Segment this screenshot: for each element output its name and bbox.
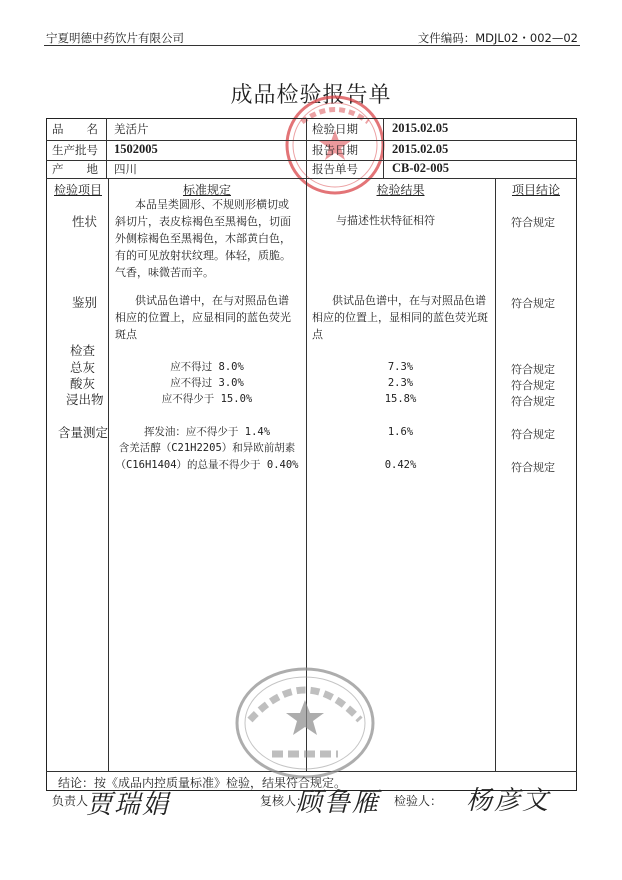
header-rule xyxy=(44,45,580,46)
col-divider xyxy=(383,118,384,178)
text-line: 相应的位置上，显相同的蓝色荧光斑 xyxy=(312,311,488,324)
inspector-label: 检验人： xyxy=(394,794,443,808)
product-value: 羌活片 xyxy=(114,122,149,136)
conclusion-extract: 符合规定 xyxy=(511,395,555,408)
batch-value: 1502005 xyxy=(114,142,158,156)
col-divider xyxy=(108,178,109,771)
result-appearance: 与描述性状特征相符 xyxy=(336,214,435,227)
row-divider xyxy=(46,140,577,141)
standard-total-ash: 应不得过 8.0% xyxy=(170,361,244,373)
conclusion-assay-total: 符合规定 xyxy=(511,461,555,474)
item-identification: 鉴别 xyxy=(72,295,98,310)
text-line: 斑点 xyxy=(115,328,137,341)
result-assay-oil: 1.6% xyxy=(387,426,414,438)
document-code: 文件编码：MDJL02・002—02 xyxy=(417,31,578,45)
col-divider xyxy=(106,118,107,178)
quality-seal-icon xyxy=(232,664,378,782)
report-conclusion: 结论：按《成品内控质量标准》检验，结果符合规定。 xyxy=(58,776,347,790)
col-head-result: 检验结果 xyxy=(376,183,425,197)
origin-value: 四川 xyxy=(114,162,137,176)
standard-assay-notopterol: 含羌活醇（C21H2205）和异欧前胡素 xyxy=(118,442,296,454)
text-line: 相应的位置上，应显相同的蓝色荧光 xyxy=(115,311,291,324)
item-assay: 含量测定 xyxy=(58,425,109,440)
report-date-label: 报告日期 xyxy=(312,143,358,157)
page-title: 成品检验报告单 xyxy=(230,83,392,108)
inspect-date-label: 检验日期 xyxy=(312,122,358,136)
reviewer-signature: 顾鲁雁 xyxy=(296,788,381,818)
text-line: 外侧棕褐色至黑褐色，木部黄白色， xyxy=(115,232,291,245)
item-check: 检查 xyxy=(70,343,96,358)
item-appearance: 性状 xyxy=(72,214,98,229)
inspect-date-value: 2015.02.05 xyxy=(392,121,449,135)
col-divider xyxy=(495,178,496,771)
standard-acid-ash: 应不得过 3.0% xyxy=(170,377,244,389)
standard-identification xyxy=(115,292,305,343)
col-head-conclusion: 项目结论 xyxy=(511,183,560,197)
report-no-label: 报告单号 xyxy=(312,162,358,176)
conclusion-identification: 符合规定 xyxy=(511,297,555,310)
text-line: 本品呈类圆形、不规则形横切或 xyxy=(135,198,289,211)
result-extract: 15.8% xyxy=(384,393,417,405)
product-label: 品 名 xyxy=(52,122,98,136)
result-assay-total: 0.42% xyxy=(384,459,417,471)
origin-label: 产 地 xyxy=(52,162,98,176)
conclusion-total-ash: 符合规定 xyxy=(511,363,555,376)
col-divider xyxy=(306,118,307,178)
report-date-value: 2015.02.05 xyxy=(392,142,449,156)
conclusion-appearance: 符合规定 xyxy=(511,216,555,229)
responsible-label: 负责人 xyxy=(52,794,89,808)
inspector-signature: 杨彦文 xyxy=(466,786,551,816)
standard-assay-oil: 挥发油：应不得少于 1.4% xyxy=(143,426,271,438)
col-head-item: 检验项目 xyxy=(53,183,102,197)
standard-assay-total: （C16H1404）的总量不得少于 0.40% xyxy=(115,459,299,471)
text-line: 供试品色谱中，在与对照品色谱 xyxy=(135,294,289,307)
reviewer-label: 复核人： xyxy=(260,794,309,808)
text-line: 有的可见放射状纹理。体轻，质脆。 xyxy=(115,249,291,262)
batch-label: 生产批号 xyxy=(52,143,98,157)
item-extract: 浸出物 xyxy=(66,392,104,407)
conclusion-acid-ash: 符合规定 xyxy=(511,379,555,392)
result-identification xyxy=(312,292,494,343)
text-line: 供试品色谱中，在与对照品色谱 xyxy=(332,294,486,307)
standard-extract: 应不得少于 15.0% xyxy=(161,393,253,405)
text-line: 气香，味微苦而辛。 xyxy=(115,266,214,279)
row-divider xyxy=(46,178,577,179)
item-total-ash: 总灰 xyxy=(70,360,96,375)
text-line: 点 xyxy=(312,328,323,341)
report-no-value: CB-02-005 xyxy=(392,161,449,175)
conclusion-assay-oil: 符合规定 xyxy=(511,428,555,441)
row-divider xyxy=(46,160,577,161)
col-head-standard: 标准规定 xyxy=(182,183,231,197)
result-acid-ash: 2.3% xyxy=(387,377,414,389)
result-total-ash: 7.3% xyxy=(387,361,414,373)
standard-appearance xyxy=(115,196,305,281)
text-line: 斜切片，表皮棕褐色至黑褐色，切面 xyxy=(115,215,291,228)
item-acid-ash: 酸灰 xyxy=(70,376,96,391)
company-name: 宁夏明德中药饮片有限公司 xyxy=(46,31,184,45)
responsible-signature: 贾瑞娟 xyxy=(86,790,171,820)
